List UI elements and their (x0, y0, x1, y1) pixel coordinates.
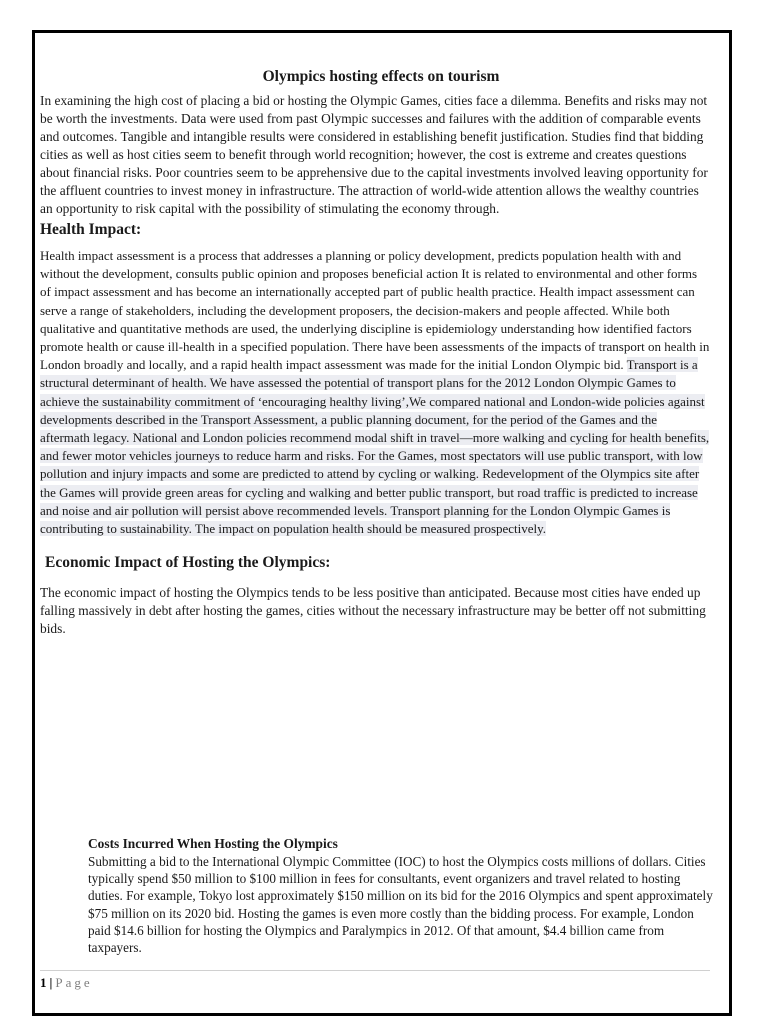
costs-paragraph: Submitting a bid to the International Olympic Committee (IOC) to host the Olympics costs millions of dollars. Cities typically spend $50 million to $100 million in fees for consultants, event organizers and travel related to hosting duties. For example, Tokyo lost approximately $150 million on its bid for the 2016 Olympics and spent approximately $75 million on its 2020 bid. Hosting the games is even more costly than the bidding process. For example, London paid $14.6 billion for hosting the Olympics and Paralympics in 2012. Of that amount, $4.4 billion came from taxpayers. (88, 854, 713, 956)
intro-paragraph: In examining the high cost of placing a bid or hosting the Olympic Games, cities face a dilemma. Benefits and risks may not be worth the investments. Data were used from past Olympic successes and failures with the addition of comparable events and outcomes. Tangible and intangible results were considered in establishing benefit justification. Studies find that bidding cities as well as host cities seem to benefit through world recognition; however, the cost is extreme and creates questions about financial risks. Poor countries seem to be apprehensive due to the capital investments involved leaving opportunity for the affluent countries to invest money in infrastructure. The attraction of world-wide attention allows the wealthy countries an opportunity to risk capital with the possibility of stimulating the economy through. (40, 93, 708, 216)
footer-separator: | (49, 975, 53, 990)
health-impact-highlighted-text: Transport is a structural determinant of health. We have assessed the potential of transport plans for the 2012 London Olympic Games to achieve the sustainability commitment of ‘encouraging healthy living’,We compared national and London-wide policies against developments described in the Transport Assessment, a public planning document, for the period of the Games and the aftermath legacy. National and London policies recommend modal shift in travel—more walking and cycling for health benefits, and fewer motor vehicles journeys to reduce harm and risks. For the Games, most spectators will use public transport, with low pollution and injury impacts and some are predicted to attend by cycling or walking. Redevelopment of the Olympics site after the Games will provide green areas for cycling and walking and better public transport, but road traffic is predicted to increase and noise and air pollution will persist above recommended levels. Transport planning for the London Olympic Games is contributing to sustainability. The impact on population health should be measured prospectively. (40, 357, 710, 537)
economic-impact-paragraph: The economic impact of hosting the Olympics tends to be less positive than anticipated. Because most cities have ended up falling massively in debt after hosting the games, cities without the necessary infrastructure may be better off not submitting bids. (40, 585, 706, 637)
page-label: Page (55, 975, 93, 990)
health-impact-text: Health impact assessment is a process that addresses a planning or policy development, predicts population health with and without the development, consults public opinion and proposes beneficial action It is related to environmental and other forms of impact assessment and has become an internationally accepted part of public health practice. Health impact assessment can serve a range of stakeholders, including the development proposers, the decision-makers and people affected. While both qualitative and quantitative methods are used, the underlying discipline is epidemiology understanding how identified factors promote health or cause ill-health in a specified population. There have been assessments of the impacts of transport on health in London broadly and locally, and a rapid health impact assessment was made for the initial London Olympic bid. (40, 248, 710, 373)
health-impact-heading: Health Impact: (40, 221, 142, 238)
page-title: Olympics hosting effects on tourism (262, 68, 500, 85)
economic-impact-heading: Economic Impact of Hosting the Olympics: (45, 554, 331, 572)
page-number: 1 (40, 975, 47, 990)
document-body (40, 68, 710, 638)
costs-heading: Costs Incurred When Hosting the Olympics (88, 836, 338, 851)
page-footer (40, 970, 710, 991)
costs-section (88, 836, 713, 956)
health-impact-paragraph (40, 247, 710, 538)
